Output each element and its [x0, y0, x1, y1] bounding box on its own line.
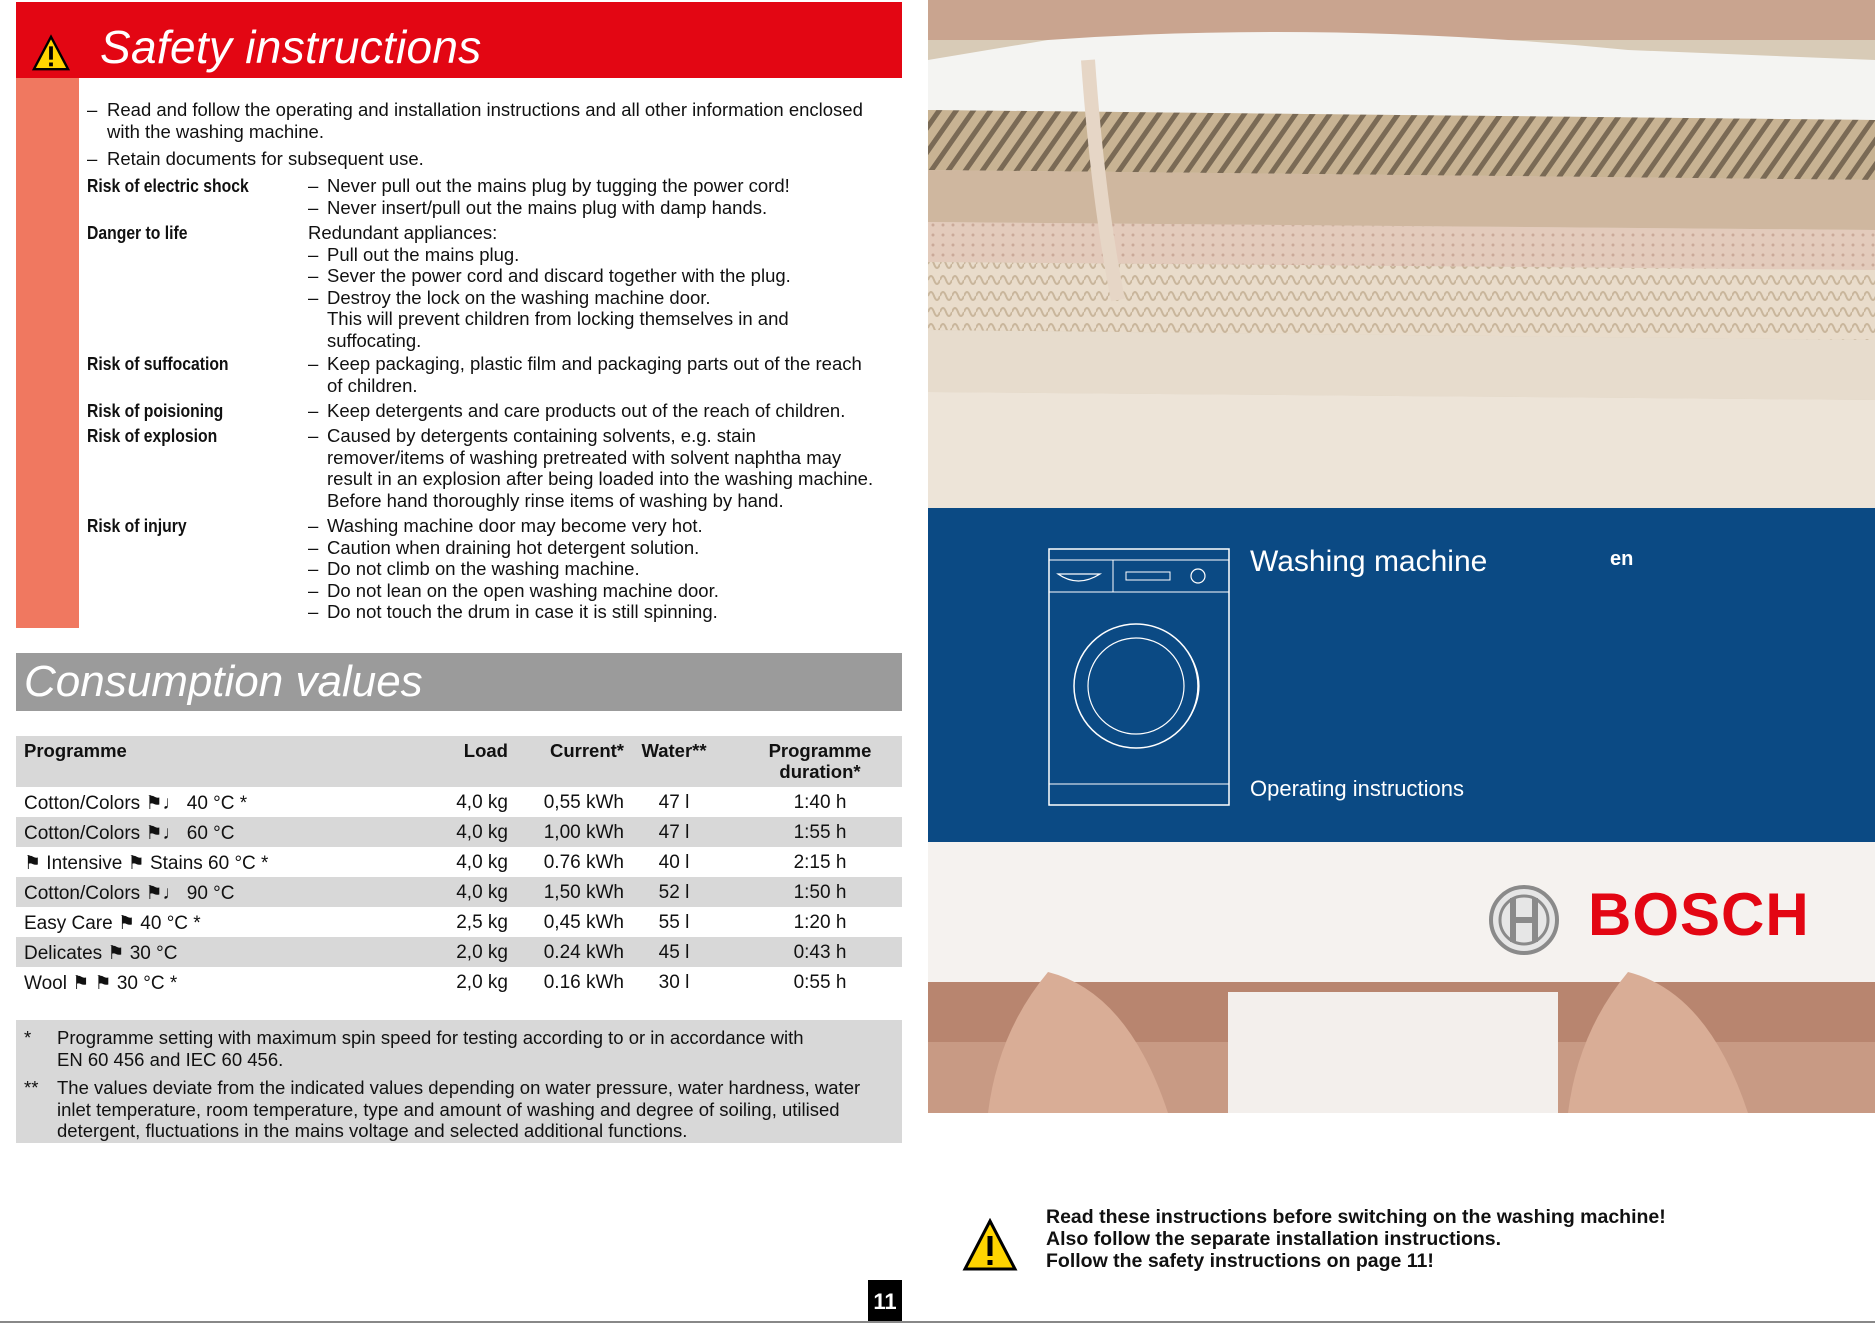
risk-item: – Destroy the lock on the washing machine door. — [308, 286, 711, 308]
risk-item: suffocating. — [327, 329, 422, 351]
risk-label-poisoning: Risk of poisioning — [87, 400, 224, 421]
risk-item: result in an explosion after being loaded into the washing machine. — [327, 468, 874, 490]
col-load: Load — [463, 740, 508, 761]
risk-item: – Do not touch the drum in case it is still spinning. — [308, 601, 718, 623]
bosch-logo-icon — [1488, 884, 1560, 956]
consumption-table — [16, 736, 902, 997]
intro-line: with the washing machine. — [107, 121, 324, 142]
risk-label-explosion: Risk of explosion — [87, 425, 218, 446]
cover-language: en — [1610, 548, 1634, 570]
cover-notice: Read these instructions before switching on the washing machine! Also follow the separate installation instructions. Follow the safety instructions on page 11! — [1046, 1206, 1666, 1272]
risk-item: – Caution when draining hot detergent solution. — [308, 536, 700, 558]
risk-item: – Never insert/pull out the mains plug with damp hands. — [308, 196, 768, 218]
risk-label-injury: Risk of injury — [87, 515, 187, 536]
risk-item: – Do not lean on the open washing machine door. — [308, 579, 719, 601]
risk-items-explosion — [308, 425, 908, 511]
col-water: Water** — [641, 740, 707, 761]
risk-items-danger-to-life — [308, 222, 908, 352]
cover-subtitle: Operating instructions — [1250, 776, 1464, 801]
table-row: ⚑ Intensive ⚑ Stains 60 °C * 4,0 kg 0.76 kWh 40 l 2:15 h — [24, 852, 847, 874]
consumption-title: Consumption values — [24, 657, 423, 706]
risk-label-danger-to-life: Danger to life — [87, 222, 188, 243]
col-current: Current* — [549, 740, 624, 761]
risk-item: – Do not climb on the washing machine. — [308, 558, 640, 580]
risk-item: – Never pull out the mains plug by tugging the power cord! — [308, 175, 790, 196]
warning-triangle-icon — [962, 1218, 1018, 1272]
safety-header — [16, 2, 902, 78]
intro-line: – Read and follow the operating and installation instructions and all other information enclosed — [87, 99, 863, 120]
table-header — [16, 736, 902, 787]
risk-items-electric-shock — [308, 175, 908, 218]
page-number: 11 — [868, 1280, 902, 1323]
risk-items-injury — [308, 515, 908, 623]
table-row: Cotton/Colors ⚑♩ 60 °C 4,0 kg 1,00 kWh 47 l 1:55 h — [16, 817, 902, 847]
risk-items-suffocation — [308, 353, 908, 396]
risk-item: remover/items of washing pretreated with solvent naphtha may — [327, 446, 842, 468]
safety-title: Safety instructions — [100, 21, 482, 73]
risk-item: – Pull out the mains plug. — [308, 243, 520, 265]
table-row: Delicates ⚑ 30 °C 2,0 kg 0.24 kWh 45 l 0:43 h — [16, 937, 902, 967]
risk-items-poisoning — [308, 400, 908, 422]
towel-stack-illustration — [928, 0, 1875, 508]
footnote: ** The values deviate from the indicated values depending on water pressure, water hardness, water inlet temperature, room temperature, type and amount of washing and degree of soiling, utilised detergent, fluctuations in the mains voltage and selected additional functions. — [24, 1077, 861, 1142]
risk-item: – Caused by detergents containing solvents, e.g. stain — [308, 425, 756, 446]
risk-label-suffocation: Risk of suffocation — [87, 353, 229, 374]
brand-name: BOSCH — [1588, 881, 1810, 948]
washing-machine-icon — [1048, 548, 1230, 806]
risk-item: – Sever the power cord and discard together with the plug. — [308, 265, 791, 287]
risk-item: – Washing machine door may become very hot. — [308, 515, 703, 536]
warning-triangle-icon — [32, 34, 70, 72]
cover-title: Washing machine — [1250, 545, 1488, 578]
intro-line: – Retain documents for subsequent use. — [87, 148, 424, 169]
safety-sidebar — [16, 78, 79, 628]
risk-item: Before hand thoroughly rinse items of washing by hand. — [327, 489, 784, 511]
table-row: Wool ⚑ ⚑ 30 °C * 2,0 kg 0.16 kWh 30 l 0:55 h — [24, 972, 847, 994]
cover-photo-towels — [928, 0, 1875, 508]
table-row: Cotton/Colors ⚑♩ 90 °C 4,0 kg 1,50 kWh 52 l 1:50 h — [16, 877, 902, 907]
risk-item: This will prevent children from locking themselves in and — [327, 308, 789, 330]
table-row: Easy Care ⚑ 40 °C * 2,5 kg 0,45 kWh 55 l 1:20 h — [24, 912, 847, 934]
consumption-header — [16, 653, 902, 711]
footnotes — [16, 1020, 902, 1143]
risk-item: of children. — [327, 374, 418, 396]
table-row: Cotton/Colors ⚑♩ 40 °C * 4,0 kg 0,55 kWh 47 l 1:40 h — [24, 792, 847, 814]
col-programme: Programme — [24, 740, 127, 761]
footnote: * Programme setting with maximum spin speed for testing according to or in accordance with EN 60 456 and IEC 60 456. — [24, 1027, 804, 1070]
risk-item: Redundant appliances: — [308, 222, 498, 243]
risk-item: – Keep packaging, plastic film and packaging parts out of the reach — [308, 353, 862, 374]
risk-item: – Keep detergents and care products out of the reach of children. — [308, 400, 846, 421]
col-duration: Programme duration* — [768, 740, 872, 782]
risk-label-electric-shock: Risk of electric shock — [87, 175, 249, 196]
